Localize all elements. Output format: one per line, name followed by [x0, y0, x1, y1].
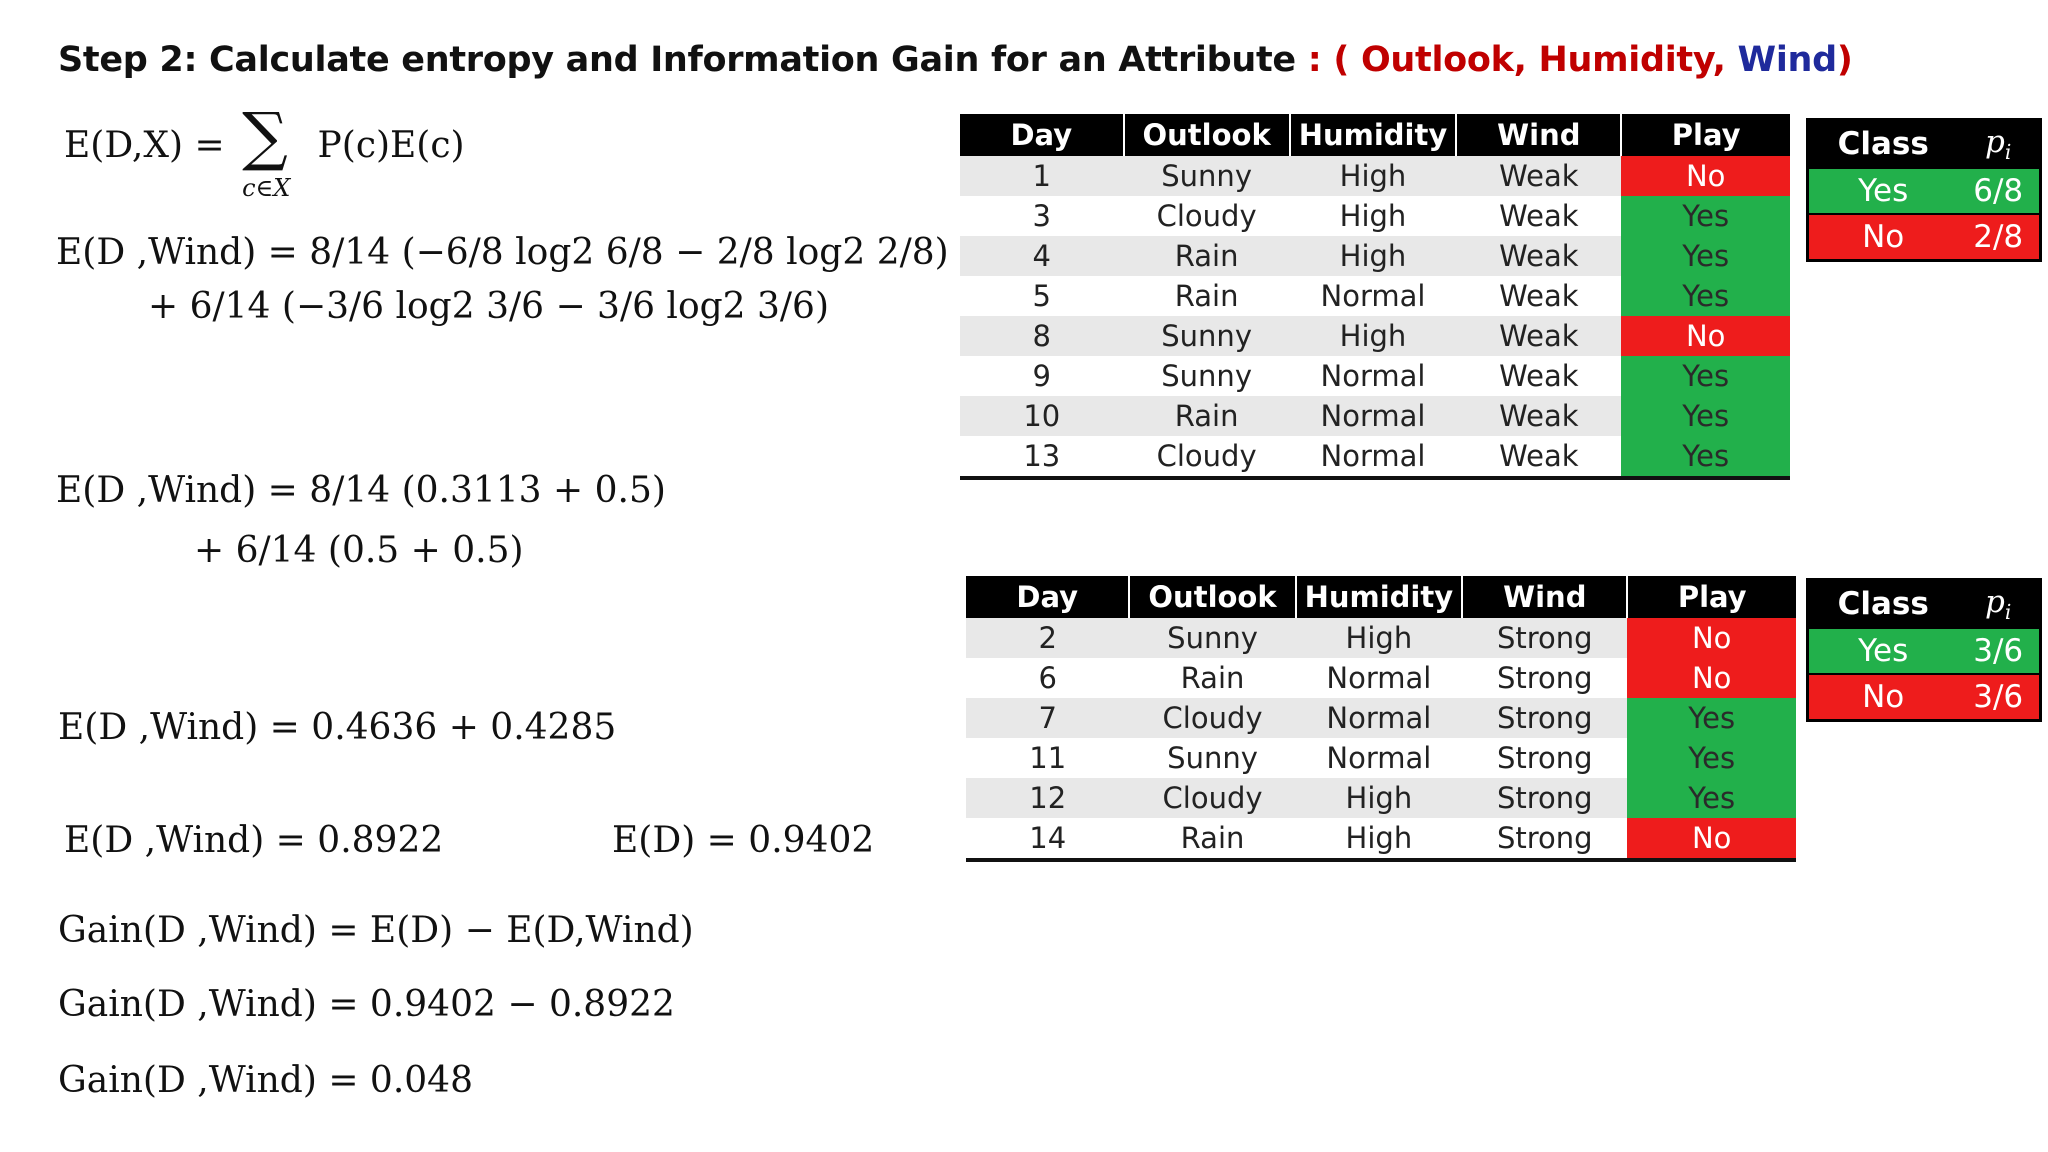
cell-play: Yes	[1621, 356, 1790, 396]
table-row	[960, 356, 1790, 396]
cell-humidity: High	[1290, 236, 1457, 276]
cell-outlook: Sunny	[1129, 738, 1295, 778]
column-header-play: Play	[1627, 576, 1796, 618]
column-header-outlook: Outlook	[1129, 576, 1295, 618]
column-header-humidity: Humidity	[1290, 114, 1457, 156]
cell-wind: Weak	[1456, 156, 1621, 196]
cell-day: 11	[966, 738, 1129, 778]
cell-play: Yes	[1621, 276, 1790, 316]
column-header-play: Play	[1621, 114, 1790, 156]
probability-column-header: $p_i$	[1957, 580, 2040, 629]
cell-outlook: Cloudy	[1124, 196, 1290, 236]
cell-outlook: Rain	[1124, 276, 1290, 316]
cell-outlook: Rain	[1124, 396, 1290, 436]
class-column-header: Class	[1808, 120, 1958, 169]
cell-humidity: Normal	[1296, 658, 1463, 698]
strong-class-table	[1806, 578, 2042, 722]
title-prefix: Step 2: Calculate entropy and Information Gain for an Attribute	[58, 40, 1296, 80]
gain-definition: Gain(D ,Wind) = E(D) − E(D,Wind)	[58, 910, 694, 951]
cell-wind: Strong	[1462, 778, 1627, 818]
cell-wind: Weak	[1456, 236, 1621, 276]
cell-humidity: High	[1290, 156, 1457, 196]
table-row	[966, 818, 1796, 860]
cell-play: Yes	[1621, 436, 1790, 478]
cell-outlook: Rain	[1129, 818, 1295, 860]
total-entropy: E(D) = 0.9402	[612, 820, 875, 861]
wind-entropy-values-line-1: E(D ,Wind) = 8/14 (0.3113 + 0.5)	[56, 470, 666, 511]
cell-wind: Strong	[1462, 658, 1627, 698]
column-header-wind: Wind	[1462, 576, 1627, 618]
title-close: )	[1836, 40, 1853, 80]
cell-humidity: High	[1290, 316, 1457, 356]
cell-humidity: Normal	[1290, 396, 1457, 436]
cell-outlook: Sunny	[1129, 618, 1295, 658]
cell-play: No	[1627, 818, 1796, 860]
table-row	[960, 316, 1790, 356]
cell-play: No	[1627, 658, 1796, 698]
sum-symbol: ∑ c∈X	[242, 100, 291, 202]
cell-wind: Strong	[1462, 698, 1627, 738]
weak-wind-table	[960, 114, 1790, 480]
cell-play: No	[1621, 156, 1790, 196]
column-header-day: Day	[966, 576, 1129, 618]
column-header-outlook: Outlook	[1124, 114, 1290, 156]
title-comma-1: ,	[1513, 40, 1539, 80]
cell-play: Yes	[1627, 698, 1796, 738]
cell-day: 8	[960, 316, 1124, 356]
table-header-row	[966, 576, 1796, 618]
title-humidity: Humidity	[1538, 40, 1713, 80]
cell-day: 7	[966, 698, 1129, 738]
cell-humidity: Normal	[1296, 738, 1463, 778]
cell-wind: Weak	[1456, 276, 1621, 316]
cell-wind: Weak	[1456, 196, 1621, 236]
cell-humidity: Normal	[1290, 356, 1457, 396]
cell-outlook: Cloudy	[1124, 436, 1290, 478]
title-comma-2: ,	[1712, 40, 1738, 80]
title-outlook: Outlook	[1360, 40, 1514, 80]
class-probability: 2/8	[1957, 214, 2040, 261]
class-row	[1808, 168, 2041, 214]
cell-outlook: Cloudy	[1129, 698, 1295, 738]
class-label: Yes	[1808, 628, 1958, 674]
cell-humidity: High	[1296, 618, 1463, 658]
cell-day: 9	[960, 356, 1124, 396]
column-header-wind: Wind	[1456, 114, 1621, 156]
page-title	[58, 40, 1853, 80]
cell-day: 6	[966, 658, 1129, 698]
cell-outlook: Sunny	[1124, 356, 1290, 396]
cell-outlook: Sunny	[1124, 316, 1290, 356]
wind-entropy-expanded-line-1: E(D ,Wind) = 8/14 (−6/8 log2 6/8 − 2/8 log2 2/8)	[56, 232, 949, 273]
cell-day: 3	[960, 196, 1124, 236]
table-row	[960, 156, 1790, 196]
cell-play: Yes	[1621, 196, 1790, 236]
cell-day: 10	[960, 396, 1124, 436]
gain-result: Gain(D ,Wind) = 0.048	[58, 1060, 473, 1101]
cell-day: 14	[966, 818, 1129, 860]
table-row	[960, 276, 1790, 316]
cell-outlook: Rain	[1129, 658, 1295, 698]
class-probability: 3/6	[1957, 628, 2040, 674]
wind-entropy-result: E(D ,Wind) = 0.8922	[64, 820, 444, 861]
probability-column-header: $p_i$	[1957, 120, 2040, 169]
cell-play: Yes	[1621, 396, 1790, 436]
table-row	[960, 236, 1790, 276]
cell-wind: Weak	[1456, 436, 1621, 478]
general-formula-rhs: P(c)E(c)	[317, 125, 465, 166]
class-row	[1808, 214, 2041, 261]
class-label: Yes	[1808, 168, 1958, 214]
class-probability: 6/8	[1957, 168, 2040, 214]
cell-wind: Strong	[1462, 738, 1627, 778]
table-header-row	[960, 114, 1790, 156]
cell-day: 13	[960, 436, 1124, 478]
cell-humidity: Normal	[1290, 436, 1457, 478]
cell-wind: Weak	[1456, 316, 1621, 356]
cell-play: Yes	[1627, 778, 1796, 818]
class-row	[1808, 628, 2041, 674]
general-formula-lhs: E(D,X) =	[64, 125, 225, 166]
cell-outlook: Sunny	[1124, 156, 1290, 196]
cell-wind: Weak	[1456, 356, 1621, 396]
cell-play: No	[1621, 316, 1790, 356]
class-header-row	[1808, 580, 2041, 629]
class-row	[1808, 674, 2041, 721]
general-entropy-formula	[64, 100, 465, 202]
cell-day: 4	[960, 236, 1124, 276]
table-row	[966, 658, 1796, 698]
table-row	[966, 738, 1796, 778]
sum-subscript: c∈X	[242, 174, 291, 202]
column-header-day: Day	[960, 114, 1124, 156]
wind-entropy-sum: E(D ,Wind) = 0.4636 + 0.4285	[58, 707, 617, 748]
cell-play: Yes	[1627, 738, 1796, 778]
title-wind: Wind	[1737, 40, 1837, 80]
table-row	[960, 436, 1790, 478]
cell-humidity: High	[1296, 818, 1463, 860]
class-label: No	[1808, 214, 1958, 261]
cell-day: 5	[960, 276, 1124, 316]
cell-day: 1	[960, 156, 1124, 196]
cell-wind: Weak	[1456, 396, 1621, 436]
class-column-header: Class	[1808, 580, 1958, 629]
class-label: No	[1808, 674, 1958, 721]
cell-play: No	[1627, 618, 1796, 658]
cell-play: Yes	[1621, 236, 1790, 276]
table-row	[966, 698, 1796, 738]
cell-outlook: Rain	[1124, 236, 1290, 276]
table-row	[960, 196, 1790, 236]
table-row	[966, 778, 1796, 818]
gain-values: Gain(D ,Wind) = 0.9402 − 0.8922	[58, 984, 675, 1025]
class-header-row	[1808, 120, 2041, 169]
table-row	[966, 618, 1796, 658]
table-row	[960, 396, 1790, 436]
class-probability: 3/6	[1957, 674, 2040, 721]
cell-wind: Strong	[1462, 618, 1627, 658]
wind-entropy-expanded-line-2: + 6/14 (−3/6 log2 3/6 − 3/6 log2 3/6)	[148, 286, 829, 327]
cell-outlook: Cloudy	[1129, 778, 1295, 818]
cell-humidity: Normal	[1290, 276, 1457, 316]
cell-day: 12	[966, 778, 1129, 818]
cell-wind: Strong	[1462, 818, 1627, 860]
column-header-humidity: Humidity	[1296, 576, 1463, 618]
title-separator: : (	[1295, 40, 1361, 80]
strong-wind-table	[966, 576, 1796, 862]
cell-humidity: Normal	[1296, 698, 1463, 738]
cell-humidity: High	[1296, 778, 1463, 818]
wind-entropy-values-line-2: + 6/14 (0.5 + 0.5)	[194, 530, 524, 571]
weak-class-table	[1806, 118, 2042, 262]
cell-day: 2	[966, 618, 1129, 658]
cell-humidity: High	[1290, 196, 1457, 236]
